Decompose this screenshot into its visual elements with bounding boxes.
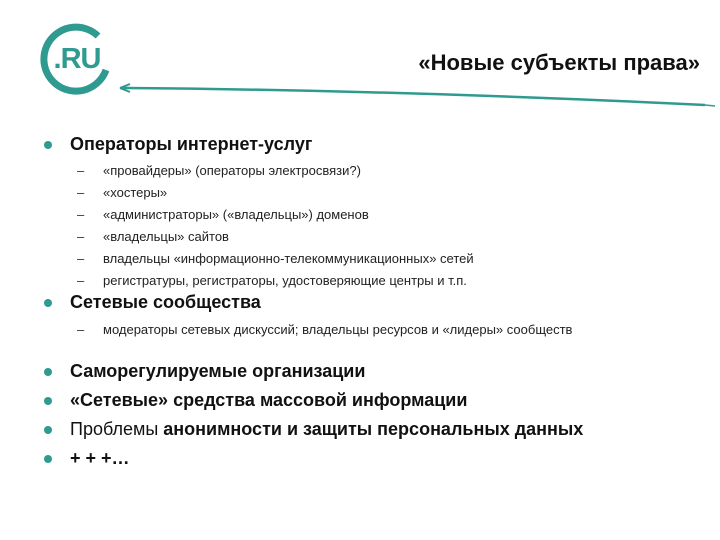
bullet-label-bold: анонимности и защиты персональных данных (163, 419, 584, 439)
subitem (77, 207, 369, 222)
bullet-label-plain: Проблемы (70, 419, 164, 439)
subitem-text: владельцы «информационно-телекоммуникационных» сетей (103, 251, 474, 266)
bullet-network-media (70, 390, 467, 411)
bullet-dot-icon (44, 299, 52, 307)
subitem-text: «владельцы» сайтов (103, 229, 229, 244)
subitem (77, 229, 229, 244)
subitem-text: «хостеры» (103, 185, 168, 200)
bullet-dot-icon (44, 455, 52, 463)
subitem (77, 273, 467, 288)
title-underline-swoosh (0, 80, 720, 120)
bullet-label: + + +… (70, 448, 130, 468)
dash-icon: – (77, 322, 85, 337)
bullet-internet-operators (70, 134, 312, 155)
dash-icon: – (77, 163, 85, 178)
bullet-anonymity-problems (70, 419, 583, 440)
dash-icon: – (77, 273, 85, 288)
bullet-dot-icon (44, 368, 52, 376)
bullet-dot-icon (44, 397, 52, 405)
subitem-text: регистратуры, регистраторы, удостоверяющие центры и т.п. (103, 273, 467, 288)
slide-title: «Новые субъекты права» (418, 50, 700, 75)
bullet-sro (70, 361, 365, 382)
dash-icon: – (77, 207, 85, 222)
subitem (77, 163, 361, 178)
dash-icon: – (77, 185, 85, 200)
subitem (77, 185, 168, 200)
bullet-network-communities (70, 292, 261, 313)
bullet-label: Сетевые сообщества (70, 292, 261, 312)
subitem (77, 322, 623, 338)
bullet-dot-icon (44, 426, 52, 434)
subitem-text: «администраторы» («владельцы») доменов (103, 207, 369, 222)
bullet-label: Операторы интернет-услуг (70, 134, 313, 154)
bullet-label: Саморегулируемые организации (70, 361, 366, 381)
dash-icon: – (77, 229, 85, 244)
bullet-dot-icon (44, 141, 52, 149)
bullet-etc (70, 448, 130, 469)
subitem-text: «провайдеры» (операторы электросвязи?) (103, 163, 361, 178)
subitem-text: модераторы сетевых дискуссий; владельцы ресурсов и «лидеры» сообществ (103, 322, 573, 337)
subitem (77, 251, 474, 266)
logo-text: .RU (53, 43, 101, 75)
bullet-label: «Сетевые» средства массовой информации (70, 390, 468, 410)
dash-icon: – (77, 251, 85, 266)
